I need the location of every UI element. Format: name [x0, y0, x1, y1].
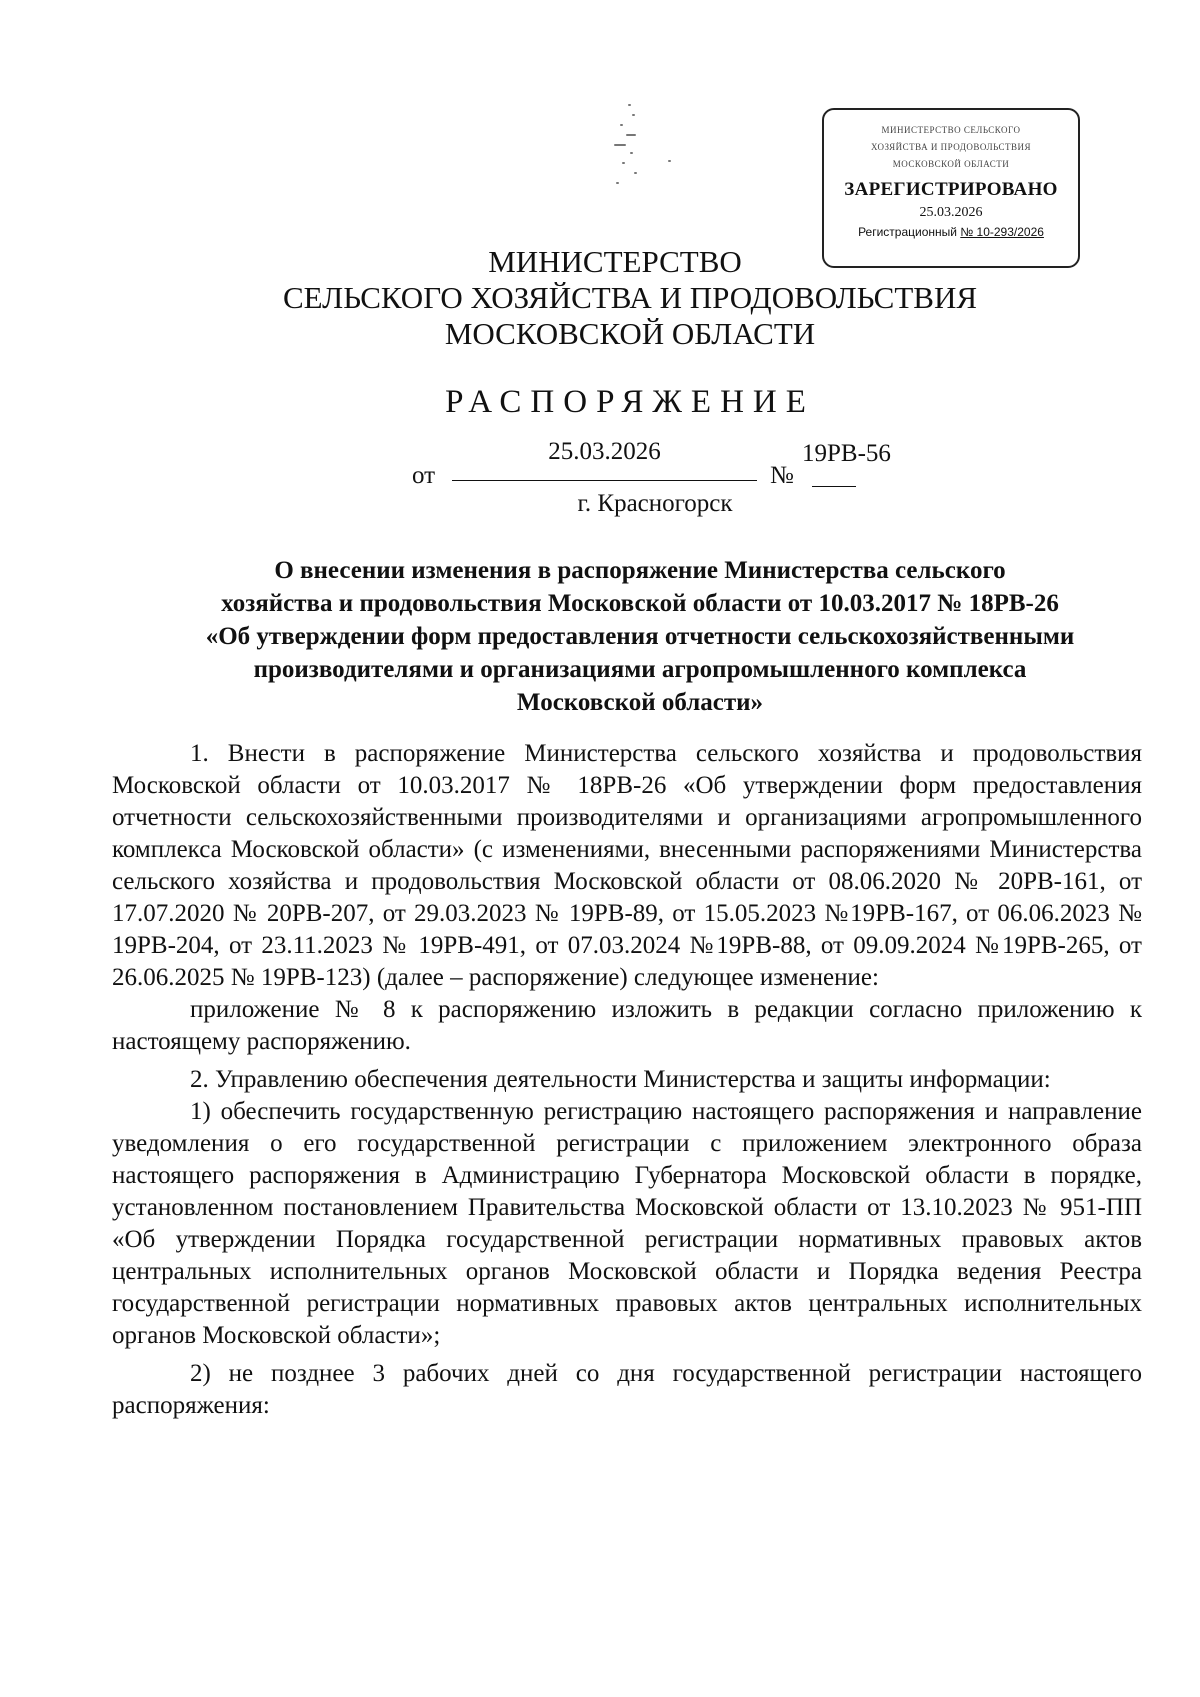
subject-line: Московской области» [516, 689, 764, 716]
stamp-reg-value: № 10-293/2026 [960, 225, 1044, 239]
stamp-reg-number [824, 225, 1078, 239]
stamp-status: ЗАРЕГИСТРИРОВАНО [844, 179, 1058, 200]
document-date: 25.03.2026 [452, 438, 757, 481]
number-underline [812, 486, 856, 487]
document-body [112, 738, 1142, 1422]
stamp-line-3: МОСКОВСКОЙ ОБЛАСТИ [892, 159, 1010, 169]
ministry-line-3: МОСКОВСКОЙ ОБЛАСТИ [444, 316, 816, 351]
document-number: 19РВ-56 [802, 440, 891, 467]
document-subject [140, 554, 1140, 719]
ministry-line-1: МИНИСТЕРСТВО [488, 244, 742, 279]
subject-line: «Об утверждении форм предоставления отчетности сельскохозяйственными [205, 623, 1075, 650]
from-label: от [412, 462, 436, 489]
stamp-reg-label: Регистрационный [858, 225, 957, 239]
date-number-line [0, 438, 1200, 488]
ministry-name [0, 244, 1200, 352]
stamp-date: 25.03.2026 [919, 205, 983, 220]
paragraph-2: приложение № 8 к распоряжению изложить в редакции согласно приложению к настоящему распоряжению. [112, 996, 1142, 1055]
subject-line: О внесении изменения в распоряжение Министерства сельского [274, 557, 1006, 584]
stamp-line-1: МИНИСТЕРСТВО СЕЛЬСКОГО [881, 125, 1021, 135]
subject-line: производителями и организациями агропромышленного комплекса [253, 656, 1027, 683]
paragraph-4: 1) обеспечить государственную регистрацию настоящего распоряжения и направление уведомления о его государственной регистрации с приложением электронного образа настоящего распоряжения в Администрацию Губернатора Московской области в порядке, установленном постановлением Правительства Московской области от 13.10.2023 № 951-ПП «Об утверждении Порядка государственной регистрации нормативных правовых актов центральных исполнительных органов Московской области и Порядка ведения Реестра государственной регистрации нормативных правовых актов центральных исполнительных органов Московской области»; [112, 1098, 1142, 1349]
paragraph-3: 2. Управлению обеспечения деятельности Министерства и защиты информации: [190, 1066, 1051, 1093]
ministry-line-2: СЕЛЬСКОГО ХОЗЯЙСТВА И ПРОДОВОЛЬСТВИЯ [282, 280, 978, 315]
city: г. Красногорск [577, 490, 733, 517]
document-type: РАСПОРЯЖЕНИЕ [445, 384, 815, 420]
subject-line: хозяйства и продовольствия Московской области от 10.03.2017 № 18РВ-26 [221, 590, 1059, 617]
paragraph-1: 1. Внести в распоряжение Министерства сельского хозяйства и продовольствия Московской области от 10.03.2017 № 18РВ-26 «Об утверждении форм предоставления отчетности сельскохозяйственными производителями и организациями агропромышленного комплекса Московской области» (с изменениями, внесенными распоряжениями Министерства сельского хозяйства и продовольствия Московской области от 08.06.2020 № 20РВ-161, от 17.07.2020 № 20РВ-207, от 29.03.2023 № 19РВ-89, от 15.05.2023 №19РВ-167, от 06.06.2023 № 19РВ-204, от 23.11.2023 № 19РВ-491, от 07.03.2024 №19РВ-88, от 09.09.2024 №19РВ-265, от 26.06.2025 № 19РВ-123) (далее – распоряжение) следующее изменение: [112, 740, 1142, 991]
scan-specks [610, 100, 690, 190]
number-label: № [770, 462, 794, 489]
paragraph-5: 2) не позднее 3 рабочих дней со дня государственной регистрации настоящего распоряжения: [112, 1360, 1142, 1419]
stamp-line-2: ХОЗЯЙСТВА И ПРОДОВОЛЬСТВИЯ [870, 142, 1032, 152]
